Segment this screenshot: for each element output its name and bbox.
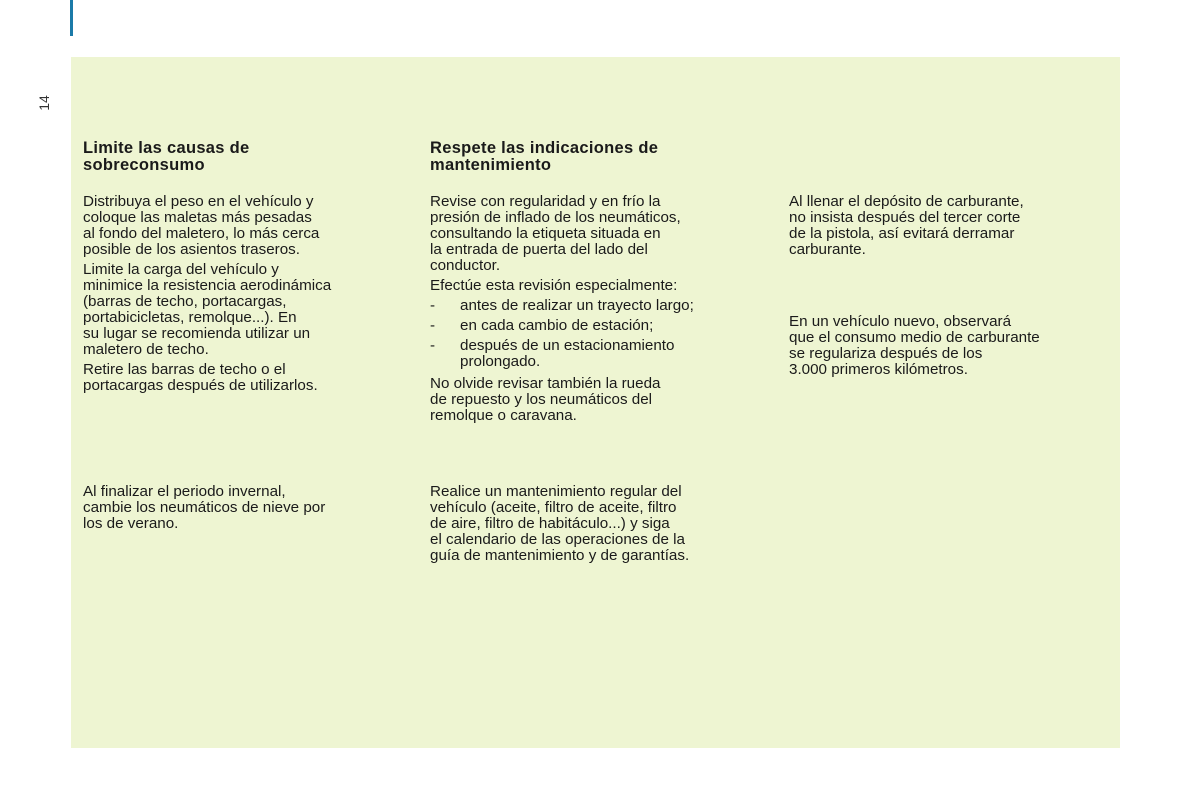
paragraph-remove-roof-bars: Retire las barras de techo o el portacargas después de utilizarlos. [83, 361, 318, 394]
paragraph-weight-distribution: Distribuya el peso en el vehículo y coloque las maletas más pesadas al fondo del maletero, lo más cerca posible de los asientos traseros. [83, 193, 320, 258]
paragraph-limit-load: Limite la carga del vehículo y minimice la resistencia aerodinámica (barras de techo, portacargas, portabicicletas, remolque...). En su lugar se recomienda utilizar un maletero de techo. [83, 261, 332, 358]
list-item-text: antes de realizar un trayecto largo; [460, 297, 694, 314]
list-dash: - [430, 317, 436, 334]
paragraph-check-when: Efectúe esta revisión especialmente: [430, 277, 678, 294]
paragraph-tyre-pressure: Revise con regularidad y en frío la presión de inflado de los neumáticos, consultando la etiqueta situada en la entrada de puerta del lado del conductor. [430, 193, 681, 274]
content-panel [71, 57, 1120, 748]
list-dash: - [430, 337, 436, 354]
paragraph-new-vehicle-consumption: En un vehículo nuevo, observará que el consumo medio de carburante se regulariza después de los 3.000 primeros kilómetros. [789, 313, 1040, 378]
top-accent-bar [70, 0, 73, 36]
page-number: 14 [36, 95, 52, 111]
list-dash: - [430, 297, 436, 314]
list-item-text: en cada cambio de estación; [460, 317, 654, 334]
paragraph-fuel-filling: Al llenar el depósito de carburante, no insista después del tercer corte de la pistola, así evitará derramar carburante. [789, 193, 1024, 258]
list-item [430, 338, 694, 370]
list-item [430, 318, 694, 334]
heading-limit-overconsumption: Limite las causas de sobreconsumo [83, 139, 250, 174]
check-occasions-list [430, 298, 694, 374]
heading-maintenance: Respete las indicaciones de mantenimiento [430, 139, 659, 174]
paragraph-winter-tyres: Al finalizar el periodo invernal, cambie los neumáticos de nieve por los de verano. [83, 483, 326, 532]
paragraph-regular-maintenance: Realice un mantenimiento regular del vehículo (aceite, filtro de aceite, filtro de aire, filtro de habitáculo...) y siga el calendario de las operaciones de la guía de mantenimiento y de garantías. [430, 483, 690, 564]
paragraph-spare-wheel: No olvide revisar también la rueda de repuesto y los neumáticos del remolque o caravana. [430, 375, 661, 424]
list-item-text: después de un estacionamiento prolongado. [460, 337, 675, 370]
list-item [430, 298, 694, 314]
